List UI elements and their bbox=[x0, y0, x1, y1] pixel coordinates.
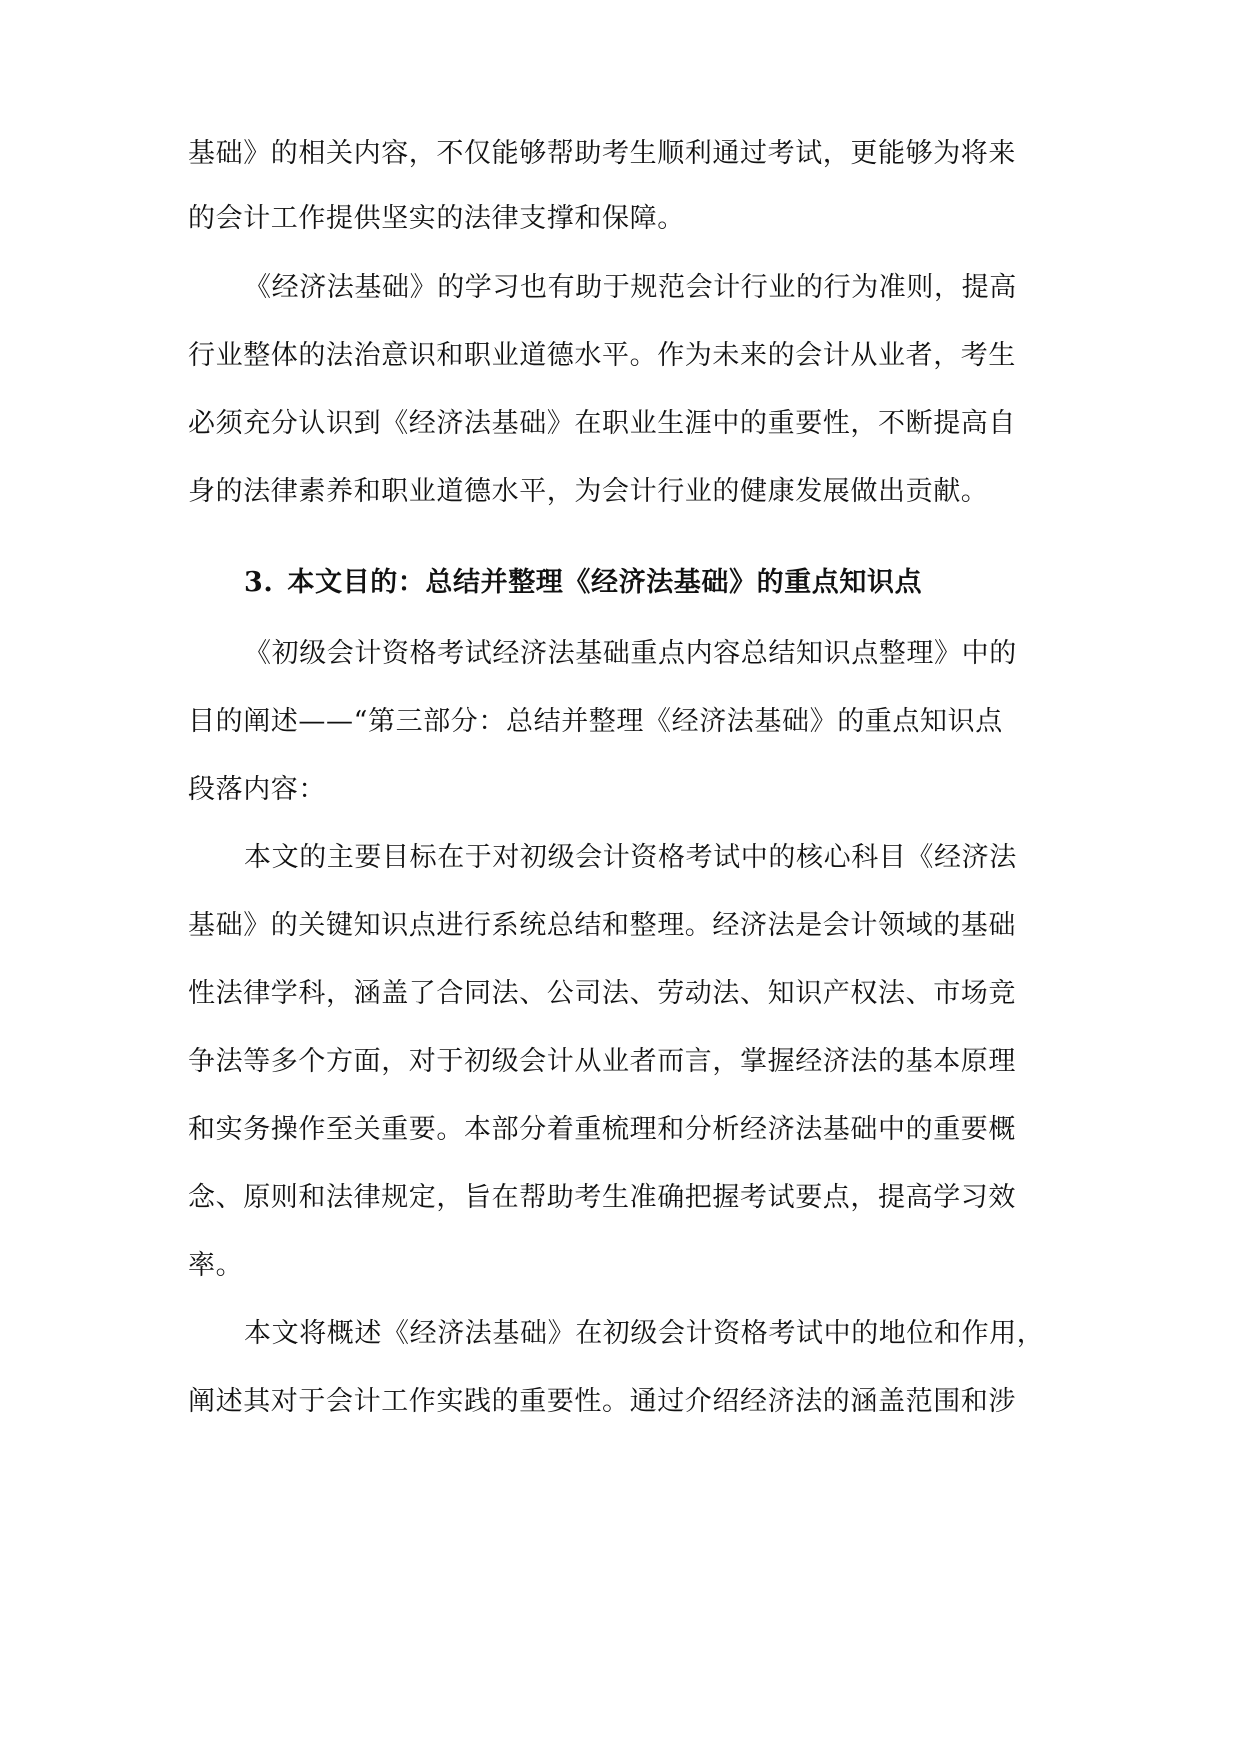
paragraph-line: 性法律学科，涵盖了合同法、公司法、劳动法、知识产权法、市场竞 bbox=[188, 978, 1016, 1009]
paragraph-line: 段落内容： bbox=[188, 774, 326, 805]
paragraph-line: 基础》的关键知识点进行系统总结和整理。经济法是会计领域的基础 bbox=[188, 910, 1016, 941]
paragraph-line: 必须充分认识到《经济法基础》在职业生涯中的重要性，不断提高自 bbox=[188, 408, 1016, 439]
section-heading bbox=[244, 563, 1050, 603]
paragraph-line: 和实务操作至关重要。本部分着重梳理和分析经济法基础中的重要概 bbox=[188, 1114, 1016, 1145]
paragraph-line: 本文将概述《经济法基础》在初级会计资格考试中的地位和作用， bbox=[244, 1318, 1045, 1349]
paragraph-line: 《初级会计资格考试经济法基础重点内容总结知识点整理》中的 bbox=[244, 638, 1017, 669]
paragraph-line: 争法等多个方面，对于初级会计从业者而言，掌握经济法的基本原理 bbox=[188, 1046, 1016, 1077]
paragraph-line: 身的法律素养和职业道德水平，为会计行业的健康发展做出贡献。 bbox=[188, 476, 989, 507]
section-title: 本文目的：总结并整理《经济法基础》的重点知识点 bbox=[287, 567, 923, 598]
paragraph-line: 的会计工作提供坚实的法律支撑和保障。 bbox=[188, 203, 685, 234]
paragraph-line: 行业整体的法治意识和职业道德水平。作为未来的会计从业者，考生 bbox=[188, 340, 1016, 371]
paragraph-line: 本文的主要目标在于对初级会计资格考试中的核心科目《经济法 bbox=[244, 842, 1017, 873]
paragraph-line: 《经济法基础》的学习也有助于规范会计行业的行为准则，提高 bbox=[244, 272, 1017, 303]
paragraph-line: 阐述其对于会计工作实践的重要性。通过介绍经济法的涵盖范围和涉 bbox=[188, 1386, 1016, 1417]
paragraph-line: 基础》的相关内容，不仅能够帮助考生顺利通过考试，更能够为将来 bbox=[188, 138, 1016, 169]
paragraph-line: 目的阐述——“第三部分：总结并整理《经济法基础》的重点知识点 bbox=[188, 706, 1003, 737]
paragraph-line: 念、原则和法律规定，旨在帮助考生准确把握考试要点，提高学习效 bbox=[188, 1182, 1016, 1213]
paragraph-line: 率。 bbox=[188, 1250, 244, 1281]
section-number: 3. bbox=[244, 567, 274, 598]
